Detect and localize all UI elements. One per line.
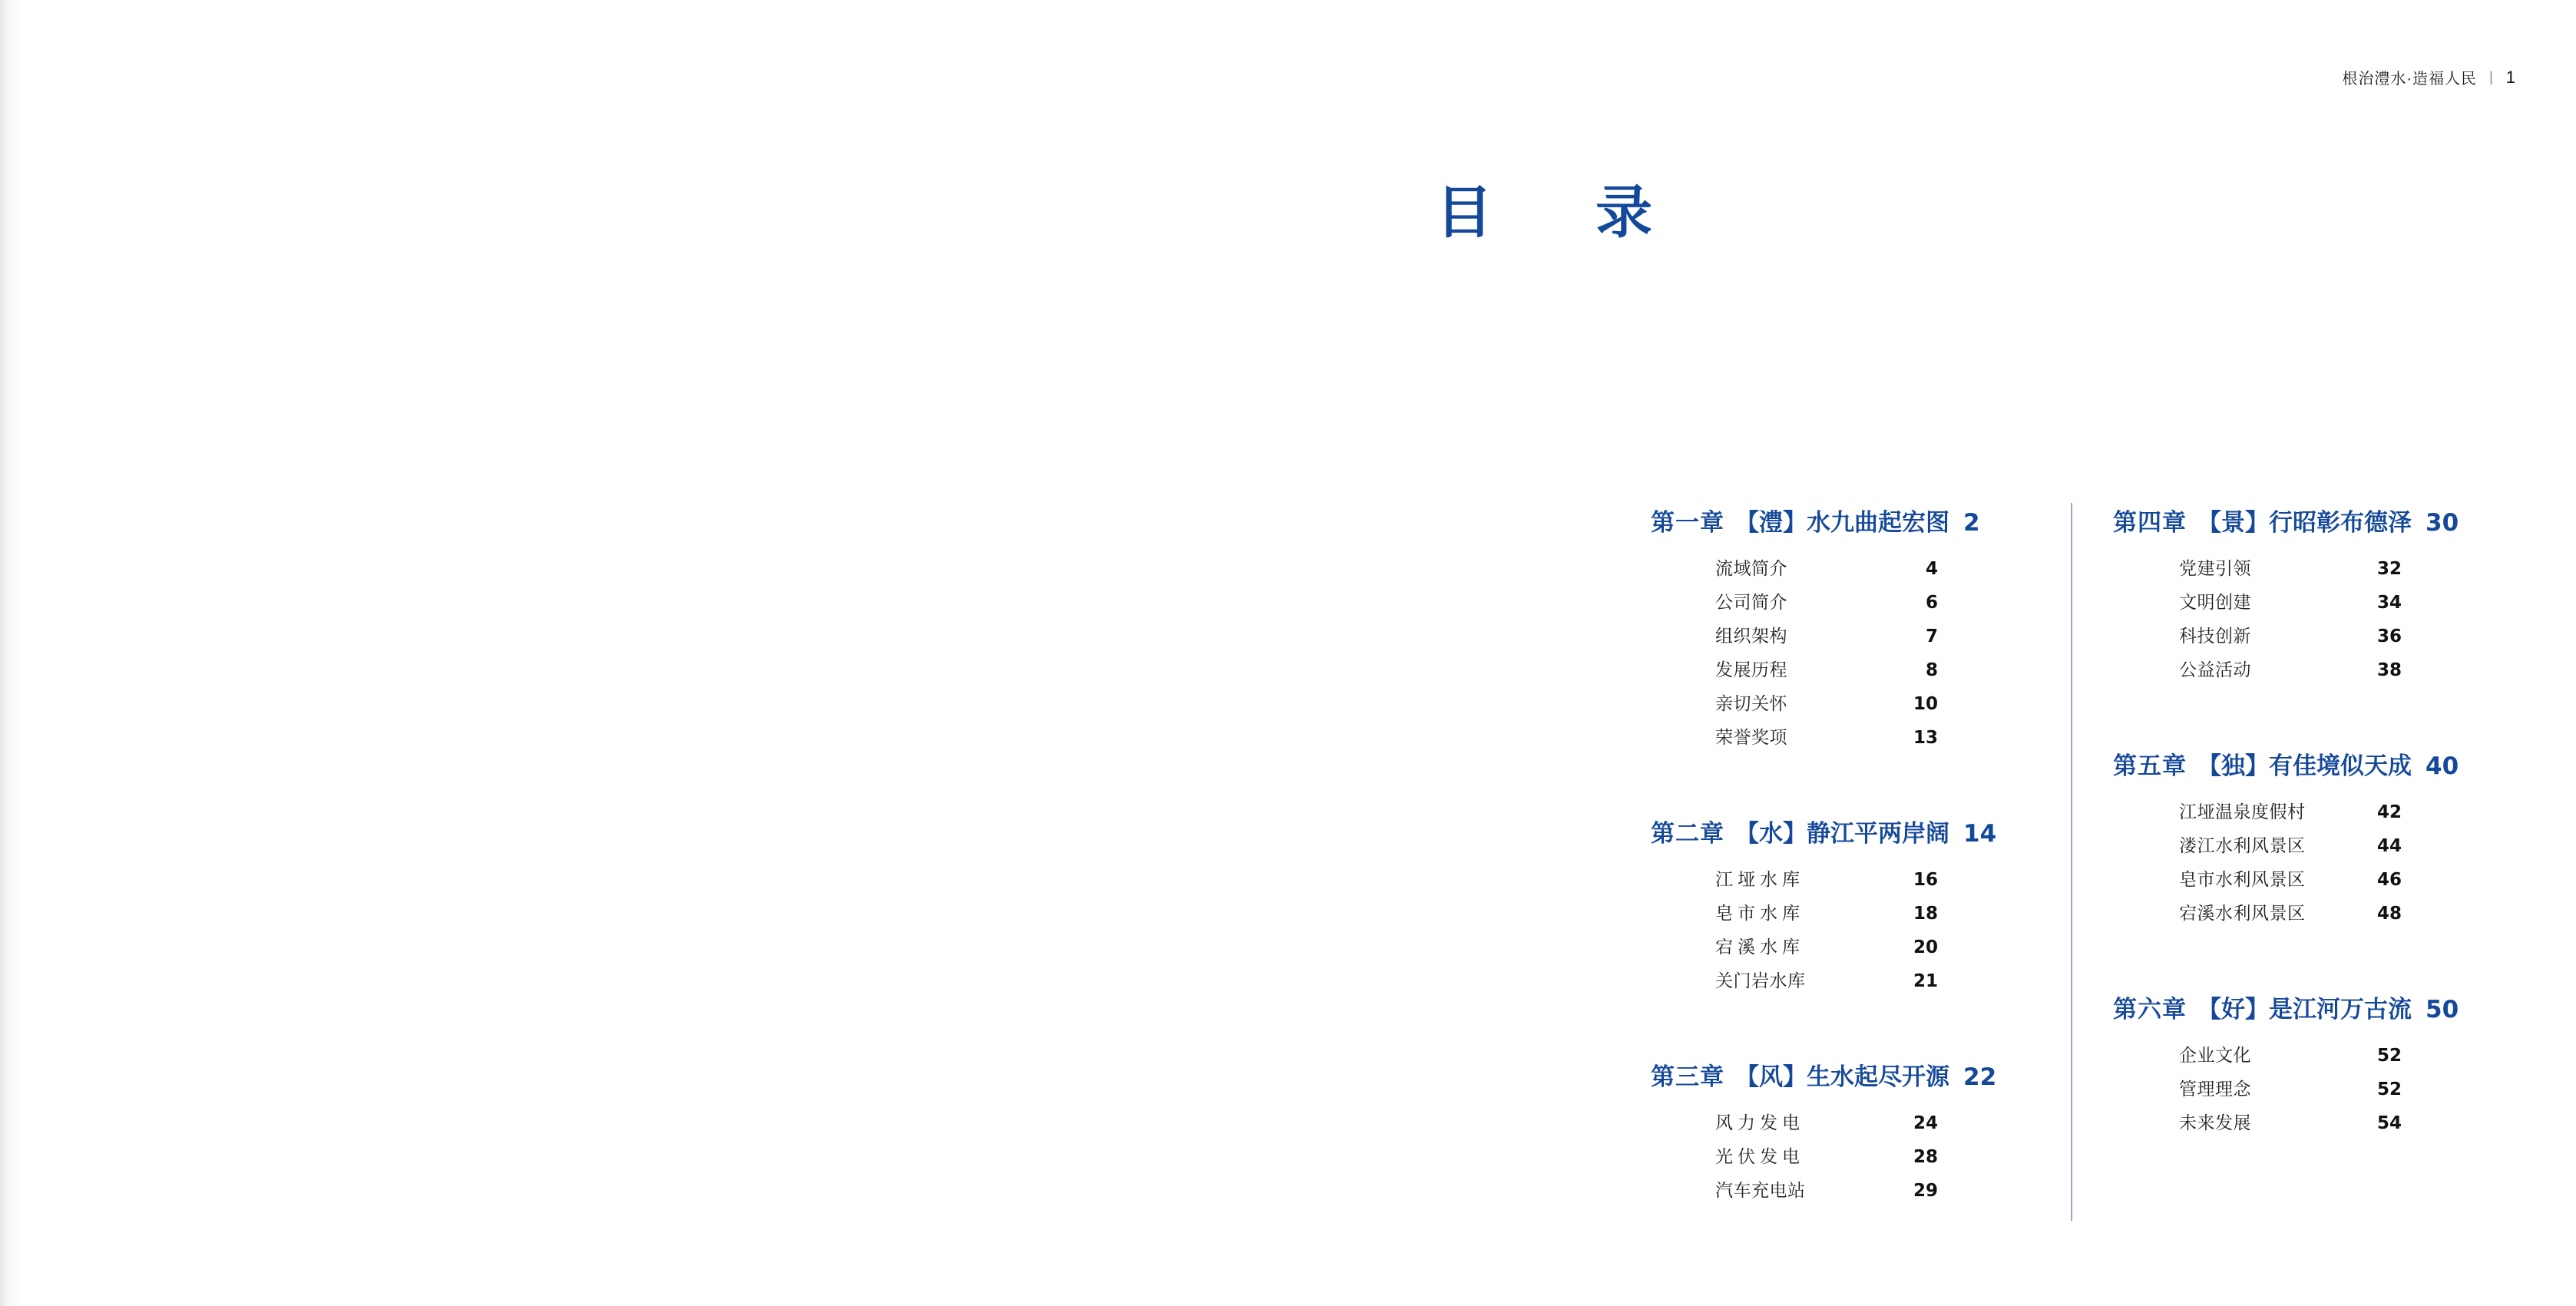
toc-column-left [1651, 503, 2065, 1210]
toc-entry-list [1651, 1109, 2019, 1210]
toc-entry[interactable] [1715, 656, 1938, 689]
entry-label: 光伏发电 [1715, 1147, 1804, 1167]
entry-label: 流域简介 [1715, 559, 1787, 579]
toc-entry[interactable] [2179, 554, 2402, 588]
entry-label: 发展历程 [1715, 660, 1787, 680]
entry-label: 溇江水利风景区 [2179, 836, 2306, 856]
toc-entry-list [1651, 865, 2019, 1000]
chapter-page-number: 14 [1963, 820, 1997, 848]
toc-entry[interactable] [1715, 933, 1938, 967]
toc-entry[interactable] [1715, 1142, 1938, 1176]
header-separator: | [2489, 69, 2494, 84]
toc-entry[interactable] [2179, 588, 2402, 622]
toc-chapter-heading[interactable] [1651, 814, 2019, 848]
entry-page: 38 [2376, 660, 2402, 680]
page-fold-shadow [0, 0, 20, 1306]
toc-chapter[interactable] [2113, 746, 2482, 933]
toc-chapter-heading[interactable] [2113, 990, 2482, 1024]
toc-entry[interactable] [2179, 865, 2402, 899]
entry-page: 13 [1913, 728, 1938, 748]
toc-entry[interactable] [2179, 899, 2402, 933]
toc-chapter[interactable] [1651, 814, 2019, 1000]
entry-label: 文明创建 [2179, 593, 2251, 613]
toc-entry[interactable] [2179, 1109, 2402, 1142]
entry-label: 公司简介 [1715, 593, 1787, 613]
entry-page: 32 [2376, 559, 2402, 579]
toc-entry[interactable] [1715, 1109, 1938, 1142]
toc-entry[interactable] [1715, 554, 1938, 588]
header-slogan: 根治澧水·造福人民 [2342, 71, 2478, 88]
entry-page: 42 [2376, 802, 2402, 822]
chapter-title: 【澧】水九曲起宏图 [1735, 509, 1949, 537]
entry-label: 皂市水库 [1715, 904, 1804, 924]
entry-label: 未来发展 [2179, 1113, 2251, 1133]
page-title: 目 录 [1436, 180, 1675, 246]
entry-page: 18 [1913, 904, 1938, 924]
entry-page: 48 [2376, 904, 2402, 924]
entry-page: 4 [1925, 559, 1938, 579]
toc-chapter-heading[interactable] [2113, 746, 2482, 781]
chapter-number: 第二章 [1651, 820, 1724, 848]
chapter-page-number: 2 [1963, 509, 1980, 537]
toc-entry-list [2113, 798, 2482, 933]
chapter-title: 【风】生水起尽开源 [1735, 1063, 1949, 1091]
chapter-number: 第五章 [2113, 752, 2187, 780]
chapter-title: 【水】静江平两岸阔 [1735, 820, 1949, 848]
chapter-title: 【景】行昭彰布德泽 [2197, 509, 2412, 537]
entry-label: 荣誉奖项 [1715, 728, 1787, 748]
chapter-page-number: 22 [1963, 1063, 1997, 1091]
toc-chapter[interactable] [2113, 990, 2482, 1142]
entry-page: 29 [1913, 1181, 1938, 1201]
entry-label: 宕溪水库 [1715, 937, 1804, 957]
entry-page: 10 [1913, 694, 1938, 714]
toc-chapter-heading[interactable] [1651, 503, 2019, 537]
entry-page: 52 [2376, 1046, 2402, 1066]
toc-entry[interactable] [1715, 723, 1938, 757]
page-header [2342, 66, 2516, 88]
entry-label: 亲切关怀 [1715, 694, 1787, 714]
toc-entry[interactable] [2179, 622, 2402, 656]
toc-chapter[interactable] [1651, 503, 2019, 757]
toc-entry-list [2113, 1041, 2482, 1142]
entry-page: 20 [1913, 937, 1938, 957]
entry-page: 52 [2376, 1080, 2402, 1099]
entry-label: 关门岩水库 [1715, 971, 1806, 991]
chapter-title: 【独】有佳境似天成 [2197, 752, 2412, 780]
chapter-title: 【好】是江河万古流 [2197, 996, 2412, 1023]
toc-column-right [2065, 503, 2482, 1210]
entry-page: 24 [1913, 1113, 1938, 1133]
toc-entry[interactable] [1715, 899, 1938, 933]
toc-entry[interactable] [2179, 798, 2402, 832]
entry-label: 宕溪水利风景区 [2179, 904, 2306, 924]
chapter-number: 第一章 [1651, 509, 1724, 537]
toc-entry-list [1651, 554, 2019, 757]
toc-chapter-heading[interactable] [2113, 503, 2482, 537]
chapter-page-number: 30 [2426, 509, 2459, 537]
chapter-number: 第六章 [2113, 996, 2187, 1023]
entry-page: 28 [1913, 1147, 1938, 1167]
toc-entry[interactable] [1715, 588, 1938, 622]
entry-label: 汽车充电站 [1715, 1181, 1806, 1201]
toc-entry-list [2113, 554, 2482, 689]
entry-page: 16 [1913, 870, 1938, 890]
toc-entry[interactable] [1715, 1176, 1938, 1210]
entry-label: 党建引领 [2179, 559, 2251, 579]
toc-entry[interactable] [2179, 832, 2402, 865]
entry-page: 8 [1925, 660, 1938, 680]
entry-page: 44 [2376, 836, 2402, 856]
entry-page: 36 [2376, 627, 2402, 646]
header-page-number: 1 [2505, 67, 2516, 87]
toc-entry[interactable] [2179, 1041, 2402, 1075]
toc-chapter[interactable] [2113, 503, 2482, 689]
entry-page: 21 [1913, 971, 1938, 991]
entry-label: 企业文化 [2179, 1046, 2251, 1066]
entry-page: 54 [2376, 1113, 2402, 1133]
toc-chapter-heading[interactable] [1651, 1057, 2019, 1092]
toc-entry[interactable] [1715, 622, 1938, 656]
entry-label: 管理理念 [2179, 1080, 2251, 1099]
chapter-number: 第三章 [1651, 1063, 1724, 1091]
entry-page: 6 [1925, 593, 1938, 613]
chapter-number: 第四章 [2113, 509, 2187, 537]
entry-label: 风力发电 [1715, 1113, 1804, 1133]
entry-page: 7 [1925, 627, 1938, 646]
toc-chapter[interactable] [1651, 1057, 2019, 1210]
chapter-page-number: 40 [2426, 752, 2459, 780]
toc-entry[interactable] [2179, 656, 2402, 689]
entry-label: 皂市水利风景区 [2179, 870, 2306, 890]
toc-entry[interactable] [1715, 689, 1938, 723]
toc-entry[interactable] [1715, 967, 1938, 1000]
entry-label: 江垭温泉度假村 [2179, 802, 2306, 822]
entry-label: 公益活动 [2179, 660, 2251, 680]
entry-label: 江垭水库 [1715, 870, 1804, 890]
chapter-page-number: 50 [2426, 996, 2459, 1023]
toc-entry[interactable] [1715, 865, 1938, 899]
entry-page: 46 [2376, 870, 2402, 890]
entry-label: 科技创新 [2179, 627, 2251, 646]
table-of-contents [1651, 503, 2511, 1210]
toc-entry[interactable] [2179, 1075, 2402, 1109]
entry-label: 组织架构 [1715, 627, 1787, 646]
entry-page: 34 [2376, 593, 2402, 613]
